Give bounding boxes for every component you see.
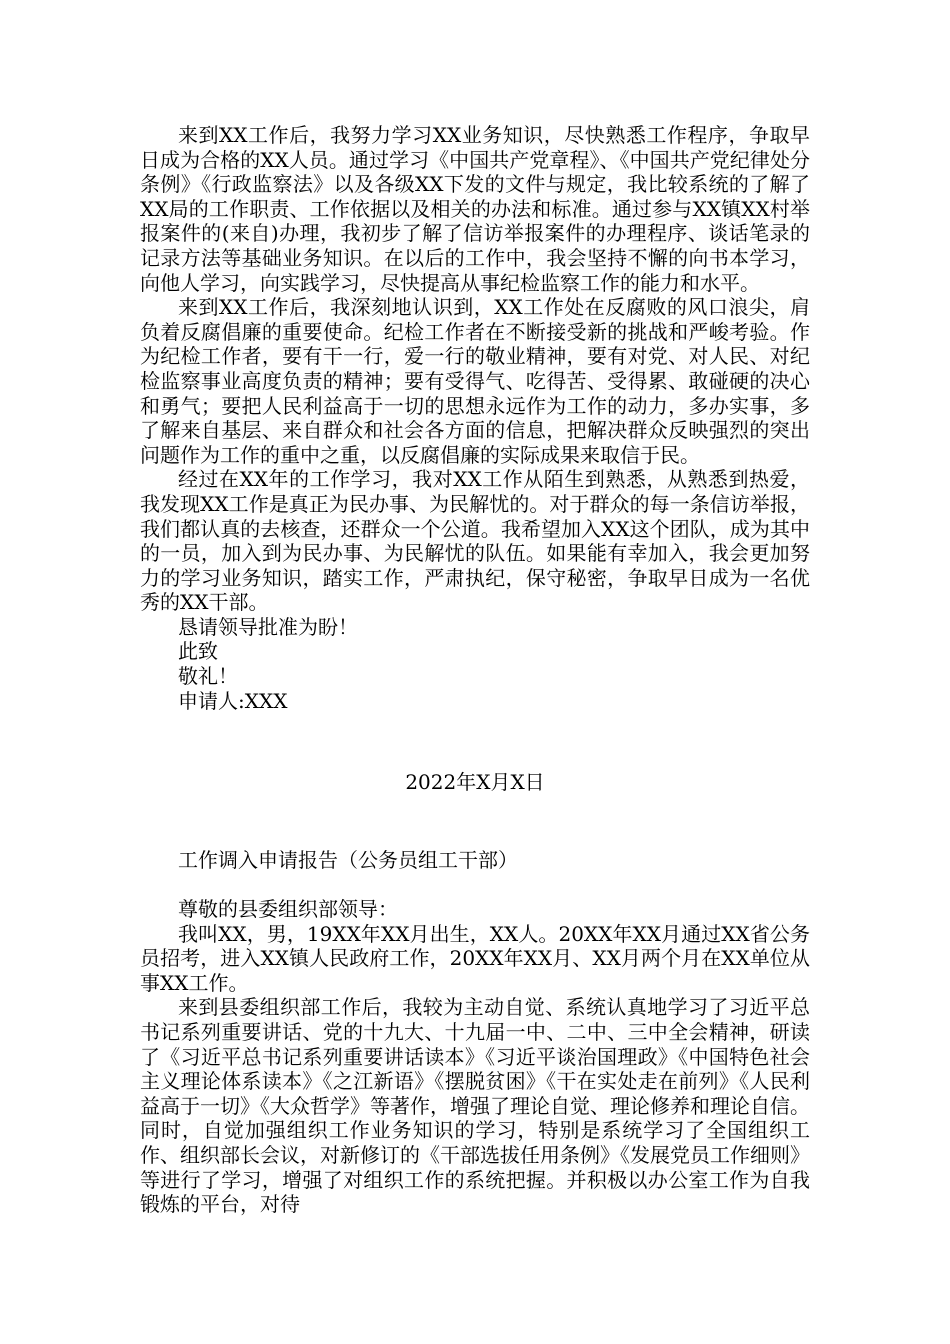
salutation: 尊敬的县委组织部领导： (178, 897, 398, 921)
section2-paragraph-1: 我叫XX，男，19XX年XX月出生，XX人。20XX年XX月通过XX省公务员招考，进入XX镇人民政府工作，20XX年XX月、XX月两个月在XX单位从事XX工作。 (140, 921, 810, 995)
report-title: 工作调入申请报告（公务员组工干部） (178, 848, 518, 872)
section1-paragraph-2: 来到XX工作后，我深刻地认识到，XX工作处在反腐败的风口浪尖，肩负着反腐倡廉的重要使命。纪检工作者在不断接受新的挑战和严峻考验。作为纪检工作者，要有干一行，爱一行的敬业精神，要有对党、对人民、对纪检监察事业高度负责的精神；要有受得气、吃得苦、受得累、敢碰硬的决心和勇气；要把人民利益高于一切的思想永远作为工作的动力，多办实事，多了解来自基层、来自群众和社会各方面的信息，把解决群众反映强烈的突出问题作为工作的重中之重，以反腐倡廉的实际成果来取信于民。 (140, 295, 810, 467)
applicant-signature: 申请人:XXX (178, 688, 288, 713)
section1-paragraph-3: 经过在XX年的工作学习，我对XX工作从陌生到熟悉，从熟悉到热爱，我发现XX工作是真正为民办事、为民解忧的。对于群众的每一条信访举报，我们都认真的去核查，还群众一个公道。我希望加入XX这个团队，成为其中的一员，加入到为民办事、为民解忧的队伍。如果能有幸加入，我会更加努力的学习业务知识，踏实工作，严肃执纪，保守秘密，争取早日成为一名优秀的XX干部。 (140, 467, 810, 615)
closing-cizhi: 此致 (178, 639, 218, 664)
closing-request: 恳请领导批准为盼！ (178, 614, 358, 639)
closing-jingli: 敬礼！ (178, 664, 238, 689)
section2-body (140, 897, 810, 1217)
section1-paragraph-1: 来到XX工作后，我努力学习XX业务知识，尽快熟悉工作程序，争取早日成为合格的XX人员。通过学习《中国共产党章程》、《中国共产党纪律处分条例》《行政监察法》以及各级XX下发的文件与规定，我比较系统的了解了XX局的工作职责、工作依据以及相关的办法和标准。通过参与XX镇XX村举报案件的(来自)办理，我初步了解了信访举报案件的办理程序、谈话笔录的记录方法等基础业务知识。在以后的工作中，我会坚持不懈的向书本学习，向他人学习，向实践学习，尽快提高从事纪检监察工作的能力和水平。 (140, 123, 810, 295)
section1-body (140, 123, 810, 713)
section2-header (140, 848, 810, 873)
application-date: 2022年X月X日 (405, 770, 545, 794)
section2-paragraph-2: 来到县委组织部工作后，我较为主动自觉、系统认真地学习了习近平总书记系列重要讲话、党的十九大、十九届一中、二中、三中全会精神，研读了《习近平总书记系列重要讲话读本》《习近平谈治国理政》《中国特色社会主义理论体系读本》《之江新语》《摆脱贫困》《干在实处走在前列》《人民利益高于一切》《大众哲学》等著作，增强了理论自觉、理论修养和理论自信。同时，自觉加强组织工作业务知识的学习，特别是系统学习了全国组织工作、组织部长会议，对新修订的《干部选拔任用条例》《发展党员工作细则》等进行了学习，增强了对组织工作的系统把握。并积极以办公室工作为自我锻炼的平台，对待 (140, 995, 810, 1217)
